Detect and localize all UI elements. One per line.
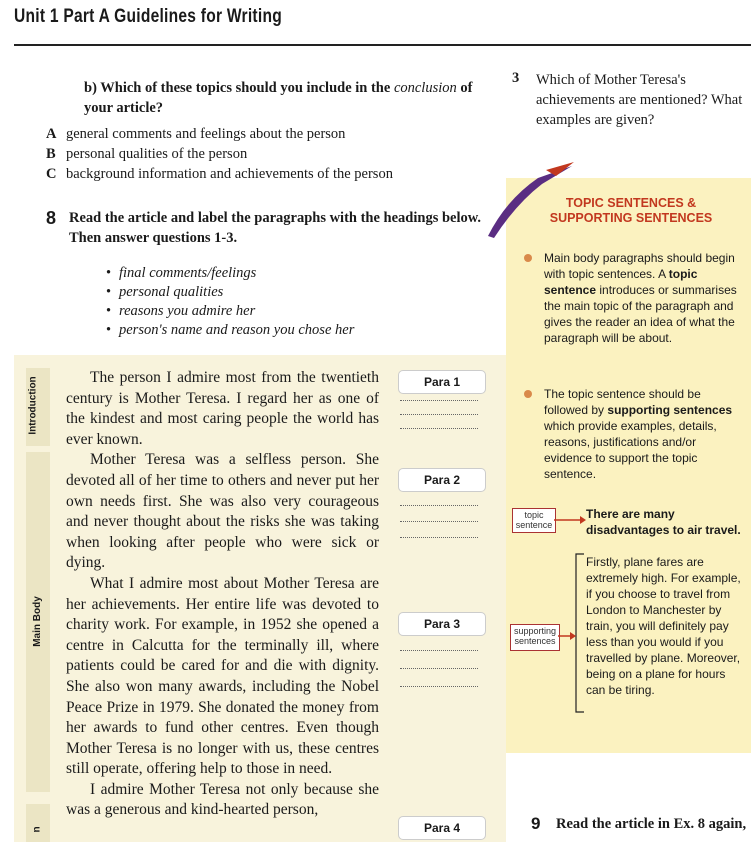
option-a: A general comments and feelings about the person (46, 126, 346, 142)
heading-item: • personal qualities (106, 283, 354, 302)
answer-line[interactable] (400, 414, 478, 415)
topic-box-title: TOPIC SENTENCES & SUPPORTING SENTENCES (549, 196, 713, 225)
answer-line[interactable] (400, 686, 478, 687)
bullet-dot-icon (524, 254, 532, 262)
question-b-suffix: of your article? (84, 80, 473, 116)
arrow-right-icon (554, 510, 588, 530)
section-tab-main-body: Main Body (26, 452, 50, 792)
heading-item: • reasons you admire her (106, 302, 354, 321)
exercise-8-number: 8 (46, 208, 57, 228)
answer-line[interactable] (400, 537, 478, 538)
section-tab-conclusion: n (26, 804, 50, 842)
article-paragraph-1: The person I admire most from the twentieth century is Mother Teresa. I regard her as one of the kindest and most caring people the world has ever known. (66, 369, 379, 448)
topic-bullet-1: Main body paragraphs should begin with topic sentences. A topic sentence introduces or summarises the main topic of the paragraph and gives the reader an idea of what the paragraph will be about. (544, 251, 737, 345)
topic-sentence-label: topic sentence (512, 508, 556, 533)
heading-item: • person's name and reason you chose her (106, 321, 354, 340)
question-b (84, 78, 499, 118)
para-3-label: Para 3 (398, 612, 486, 636)
bullet-dot-icon (524, 390, 532, 398)
article-paragraph-3: What I admire most about Mother Teresa are her achievements. Her entire life was devoted to charity work. For example, in 1952 she opened a centre in Calcutta for the terminally ill, where patients could be cared for and die with dignity. She also won many awards, including the Nobel Peace Prize in 1979. She donated the money from her awards to fund other centres. Even though Mother Teresa is no longer with us, these centres still operate, offering help to those in need. (66, 574, 379, 778)
article-text (66, 368, 379, 821)
question-b-prefix: b) Which of these topics should you include in the (84, 80, 391, 96)
exercise-9-instruction: Read the article in Ex. 8 again, (556, 816, 747, 832)
heading-item: • final comments/feelings (106, 264, 354, 283)
answer-line[interactable] (400, 521, 478, 522)
para-2-label: Para 2 (398, 468, 486, 492)
question-b-emphasis: conclusion (393, 80, 457, 96)
exercise-8-instruction: Read the article and label the paragraphs with the headings below. Then answer questions 1-3. (69, 210, 482, 246)
topic-bullet-2: The topic sentence should be followed by supporting sentences which provide examples, details, reasons, justifications and/or evidence to support the topic sentence. (544, 387, 733, 481)
article-paragraph-4: I admire Mother Teresa not only because she was a generous and kind-hearted person, (66, 780, 379, 819)
exercise-9-number: 9 (531, 814, 541, 833)
answer-line[interactable] (400, 668, 478, 669)
question-3-text: Which of Mother Teresa's achievements are mentioned? What examples are given? (536, 72, 743, 128)
page-header: Unit 1 Part A Guidelines for Writing (14, 6, 282, 27)
answer-line[interactable] (400, 505, 478, 506)
example-supporting-sentences: Firstly, plane fares are extremely high. For example, if you choose to travel from London to Manchester by train, you will definitely pay less than you would if you travelled by plane. Moreover, being on a plane for hours can be tiring. (586, 555, 741, 697)
example-topic-sentence: There are many disadvantages to air travel. (586, 507, 741, 537)
supporting-sentences-label: supporting sentences (510, 624, 560, 651)
para-1-label: Para 1 (398, 370, 486, 394)
answer-line[interactable] (400, 400, 478, 401)
question-3-number: 3 (512, 70, 520, 86)
heading-list (106, 264, 354, 340)
bracket-arrow-icon (558, 550, 588, 716)
header-rule (14, 44, 751, 46)
article-paragraph-2: Mother Teresa was a selfless person. She devoted all of her time to others and never put her own needs first. She was also very courageous and never thought about the risks she was taking when looking after people who were sick or dying. (66, 451, 379, 572)
section-tab-introduction: Introduction (26, 368, 50, 446)
option-c: C background information and achievements of the person (46, 166, 393, 182)
para-4-label: Para 4 (398, 816, 486, 840)
option-b: B personal qualities of the person (46, 146, 248, 162)
answer-line[interactable] (400, 428, 478, 429)
answer-line[interactable] (400, 650, 478, 651)
